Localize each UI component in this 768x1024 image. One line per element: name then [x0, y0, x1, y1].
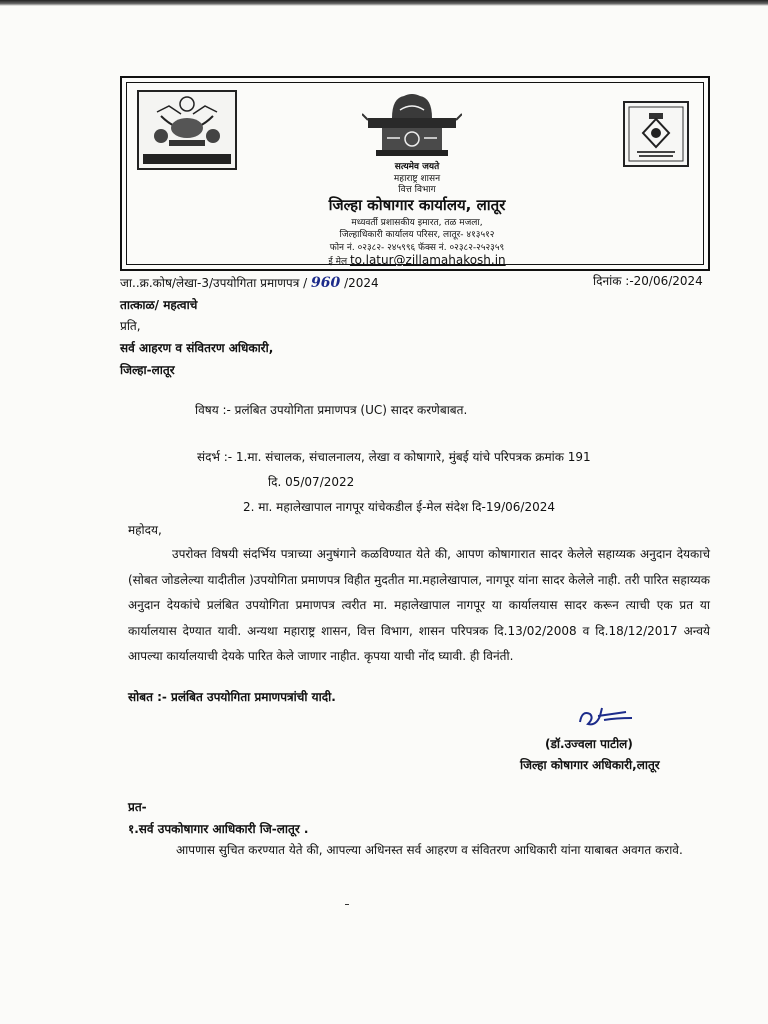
recipient: सर्व आहरण व संवितरण अधिकारी, [120, 341, 274, 355]
national-emblem [362, 88, 462, 166]
letter-date: दिनांक :-20/06/2024 [593, 274, 703, 288]
to-label: प्रति, [120, 319, 141, 333]
reference-number [120, 276, 379, 291]
reference-year: /2024 [344, 276, 379, 290]
email-address: to.latur@zillamahakosh.in [349, 253, 506, 267]
scan-mark [345, 904, 349, 905]
reference-1: संदर्भ :- 1.मा. संचालक, संचालनालय, लेखा व कोषागारे, मुंबई यांचे परिपत्रक क्रमांक 191 [197, 450, 591, 464]
handwritten-number: 960 [311, 275, 341, 291]
salutation: महोदय, [128, 523, 162, 537]
signatory-designation: जिल्हा कोषागार अधिकारी,लातूर [520, 758, 660, 772]
email-line [127, 253, 707, 267]
reference-1-date: दि. 05/07/2022 [268, 475, 355, 489]
urgency-label: तात्काळ/ महत्वाचे [120, 298, 198, 312]
recipient-place: जिल्हा-लातूर [120, 363, 175, 377]
address-line-2: जिल्हाधिकारी कार्यालय परिसर, लातूर- ४१३५१२ [339, 230, 495, 240]
copy-instruction [128, 838, 710, 863]
copy-text: आपणास सुचित करण्यात येते की, आपल्या अधिनस्त सर्व आहरण व संवितरण आधिकारी यांना याबाबत अवगत करावे. [176, 843, 683, 857]
letterhead-inner-frame [126, 82, 704, 265]
department-name: वित्त विभाग [398, 185, 436, 195]
signature [576, 704, 636, 736]
copy-recipient: १.सर्व उपकोषागार आधिकारी जि-लातूर . [128, 822, 309, 836]
letter-body [128, 542, 710, 670]
scan-top-edge [0, 0, 768, 6]
copy-label: प्रत- [128, 800, 147, 814]
office-title: जिल्हा कोषागार कार्यालय, लातूर [328, 196, 506, 214]
district-treasury-logo [137, 90, 237, 170]
maharashtra-govt-logo [623, 101, 689, 167]
letterhead [120, 76, 710, 271]
body-paragraph: उपरोक्त विषयी संदर्भिय पत्राच्या अनुषंगाने कळविण्यात येते की, आपण कोषागारात सादर केलेले सहाय्यक अनुदान देयकाचे (सोबत जोडलेल्या यादीतील )उपयोगिता प्रमाणपत्र विहीत मुदतीत मा.महालेखापाल, नागपूर यांना सादर केलेले नाही. तरी पारित सहाय्यक अनुदान देयकांचे प्रलंबित उपयोगिता प्रमाणपत्र त्वरीत मा. महालेखापाल नागपूर या कार्यालयास सादर करून त्याची एक प्रत या कार्यालयास देण्यात यावी. अन्यथा महाराष्ट्र शासन, वित्त विभाग, शासन परिपत्रक दि.13/02/2008 व दि.18/12/2017 अन्वये आपल्या कार्यालयाची देयके पारित केले जाणार नाहीत. कृपया याची नोंद घ्यावी. ही विनंती. [128, 547, 710, 663]
enclosure-note: सोबत :- प्रलंबित उपयोगिता प्रमाणपत्रांची यादी. [128, 690, 336, 704]
reference-prefix: जा..क्र.कोष/लेखा-3/उपयोगिता प्रमाणपत्र / [120, 276, 308, 290]
government-name: महाराष्ट्र शासन [393, 174, 441, 184]
reference-2: 2. मा. महालेखापाल नागपूर यांचेकडील ई-मेल संदेश दि-19/06/2024 [243, 500, 555, 514]
emblem-motto: सत्यमेव जयते [394, 162, 440, 172]
email-prefix: ई मेल [328, 257, 348, 267]
phone-fax-line: फोन नं. ०२३८२- २४५९९६ फॅक्स नं. ०२३८२-२५२३५९ [329, 243, 505, 253]
signatory-name: (डॉ.उज्वला पाटील) [545, 737, 633, 751]
subject: विषय :- प्रलंबित उपयोगिता प्रमाणपत्र (UC) सादर करणेबाबत. [195, 403, 468, 417]
address-line-1: मध्यवर्ती प्रशासकीय इमारत, तळ मजला, [351, 218, 483, 228]
